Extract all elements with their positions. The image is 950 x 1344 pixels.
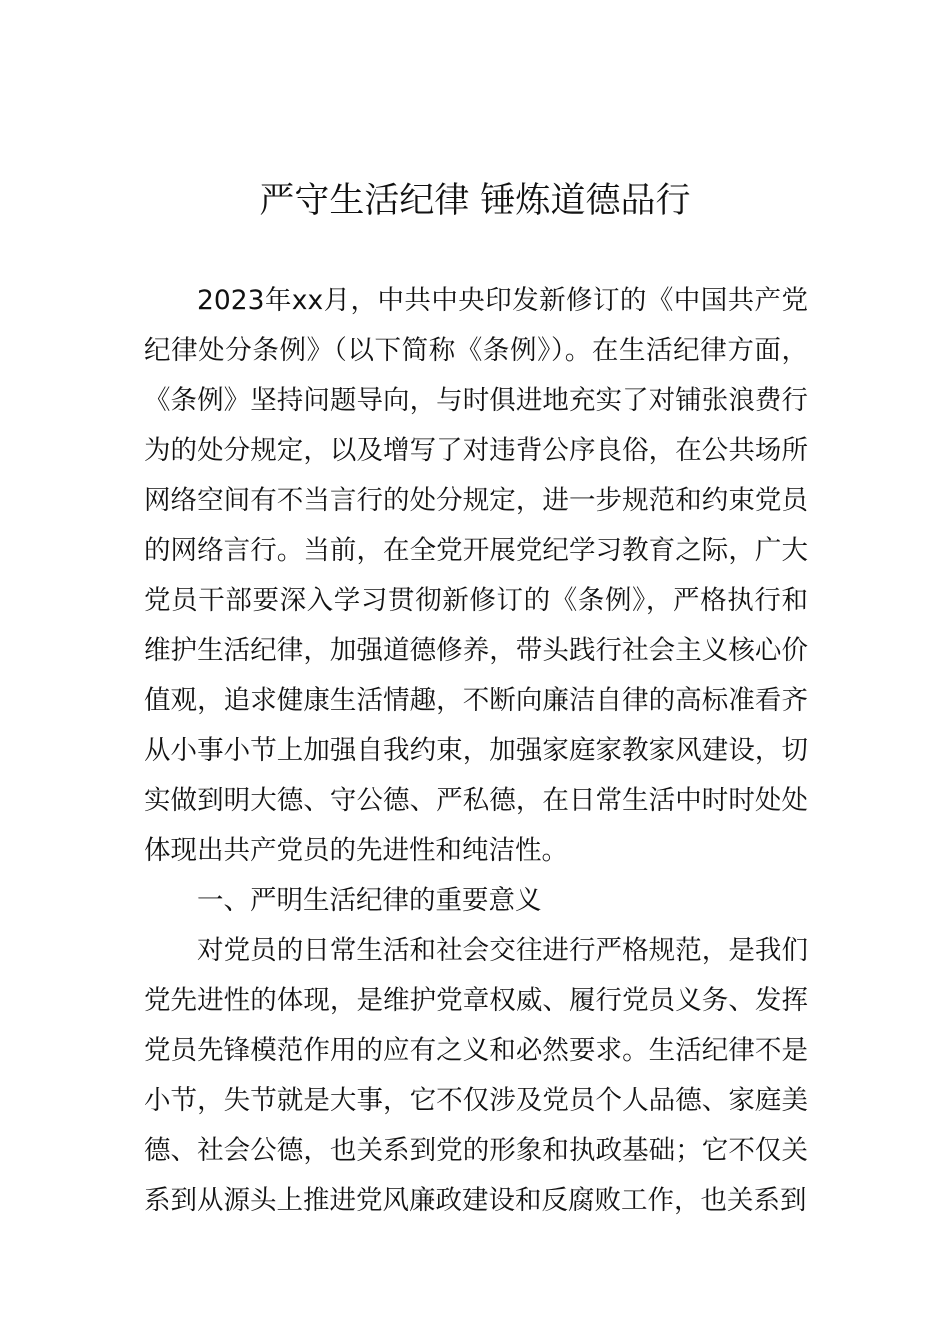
paragraph-intro: 2023年xx月，中共中央印发新修订的《中国共产党纪律处分条例》（以下简称《条例》）。在生活纪律方面，《条例》坚持问题导向，与时俱进地充实了对铺张浪费行为的处分规定，以及增写了对违背公序良俗，在公共场所网络空间有不当言行的处分规定，进一步规范和约束党员的网络言行。当前，在全党开展党纪学习教育之际，广大党员干部要深入学习贯彻新修订的《条例》，严格执行和维护生活纪律，加强道德修养，带头践行社会主义核心价值观，追求健康生活情趣，不断向廉洁自律的高标准看齐从小事小节上加强自我约束，加强家庭家教家风建设，切实做到明大德、守公德、严私德，在日常生活中时时处处体现出共产党员的先进性和纯洁性。 [144, 285, 808, 866]
section-heading: 一、严明生活纪律的重要意义 [197, 885, 542, 916]
document-title: 严守生活纪律 锤炼道德品行 [259, 181, 691, 221]
document-body [144, 276, 808, 1226]
paragraph-section-1: 对党员的日常生活和社会交往进行严格规范，是我们党先进性的体现，是维护党章权威、履行党员义务、发挥党员先锋模范作用的应有之义和必然要求。生活纪律不是小节，失节就是大事，它不仅涉及党员个人品德、家庭美德、社会公德，也关系到党的形象和执政基础；它不仅关系到从源头上推进党风廉政建设和反腐败工作，也关系到 [144, 935, 808, 1216]
